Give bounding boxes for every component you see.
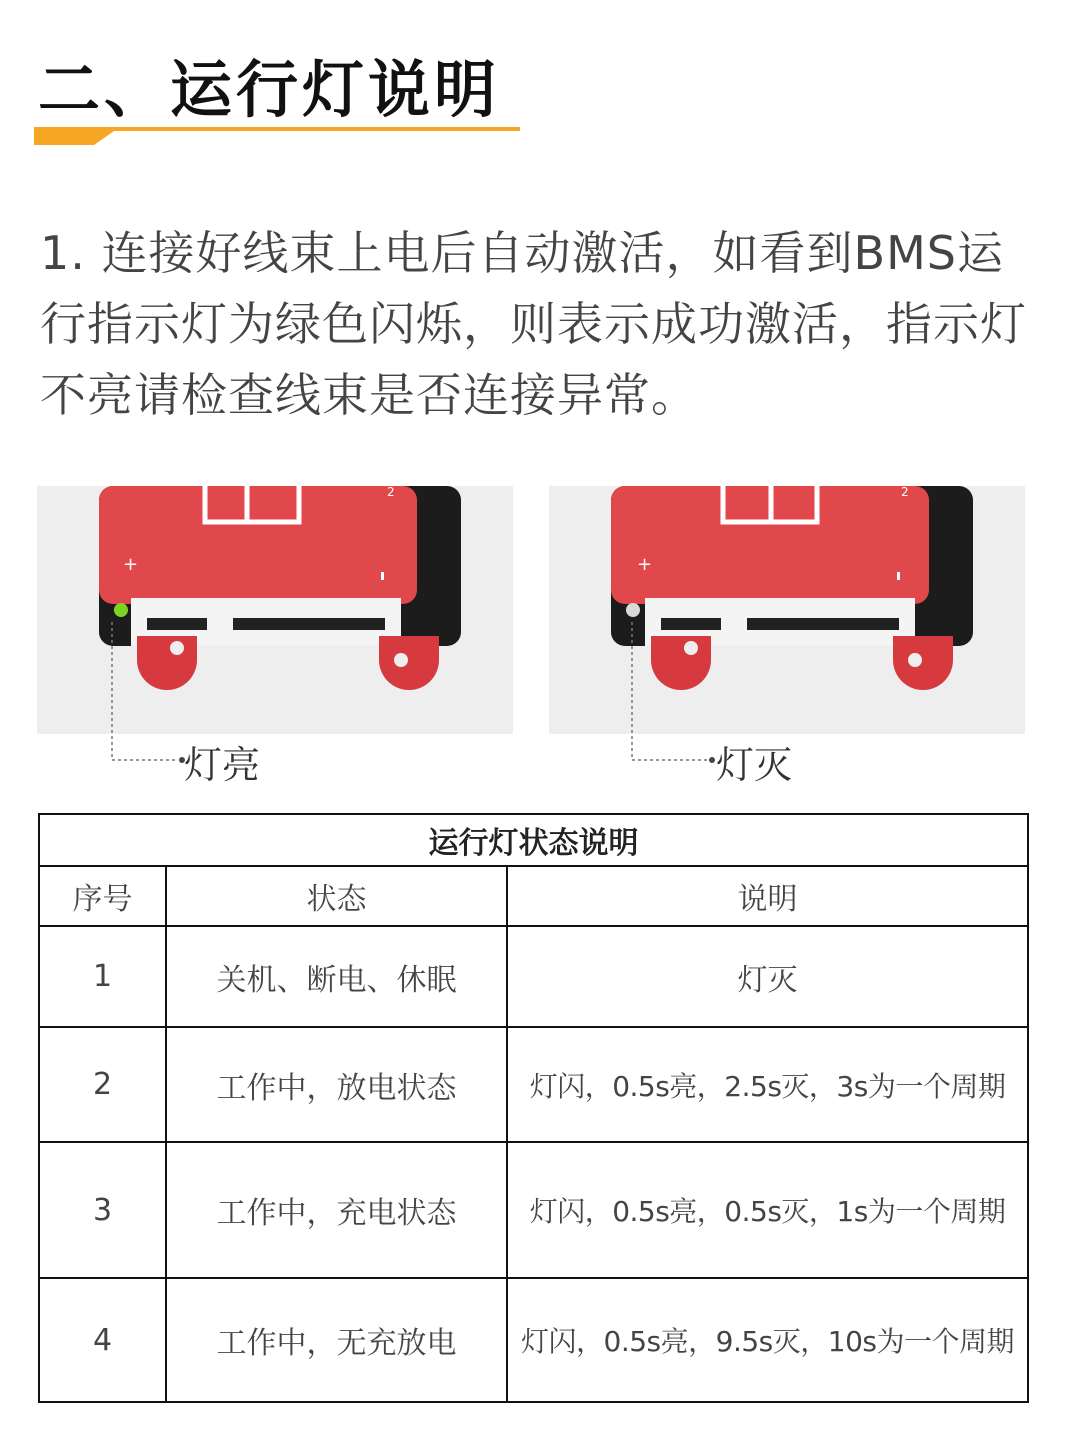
svg-text:+: + <box>637 554 653 575</box>
row-index: 4 <box>39 1278 166 1402</box>
status-table <box>38 813 1029 1403</box>
row-description: 灯闪，0.5s亮，0.5s灭，1s为一个周期 <box>507 1142 1028 1278</box>
label-led-on: 灯亮 <box>184 743 261 787</box>
table-row <box>39 926 1028 1027</box>
row-index: 3 <box>39 1142 166 1278</box>
svg-text:2: 2 <box>387 486 395 499</box>
bms-photo-led-off <box>549 486 1025 734</box>
leader-line-led-off <box>628 620 718 770</box>
row-description: 灯灭 <box>507 926 1028 1027</box>
table-row <box>39 1142 1028 1278</box>
led-indicator <box>114 603 128 617</box>
row-index: 2 <box>39 1027 166 1142</box>
page-title: 二、运行灯说明 <box>38 53 501 126</box>
row-status: 工作中，放电状态 <box>166 1027 507 1142</box>
row-description: 灯闪，0.5s亮，2.5s灭，3s为一个周期 <box>507 1027 1028 1142</box>
row-index: 1 <box>39 926 166 1027</box>
row-description: 灯闪，0.5s亮，9.5s灭，10s为一个周期 <box>507 1278 1028 1402</box>
table-caption: 运行灯状态说明 <box>39 814 1028 866</box>
row-status: 工作中，无充放电 <box>166 1278 507 1402</box>
row-status: 工作中，充电状态 <box>166 1142 507 1278</box>
table-row <box>39 1278 1028 1402</box>
table-row <box>39 1027 1028 1142</box>
header-status: 状态 <box>166 866 507 926</box>
intro-paragraph: 1. 连接好线束上电后自动激活，如看到BMS运行指示灯为绿色闪烁，则表示成功激活，指示灯不亮请检查线束是否连接异常。 <box>40 226 1027 422</box>
svg-text:2: 2 <box>901 486 909 499</box>
led-indicator <box>626 603 640 617</box>
title-underline <box>34 127 520 145</box>
header-index: 序号 <box>39 866 166 926</box>
label-led-off: 灯灭 <box>716 743 793 787</box>
header-description: 说明 <box>507 866 1028 926</box>
leader-line-led-on <box>108 620 188 770</box>
svg-text:+: + <box>123 554 139 575</box>
row-status: 关机、断电、休眠 <box>166 926 507 1027</box>
